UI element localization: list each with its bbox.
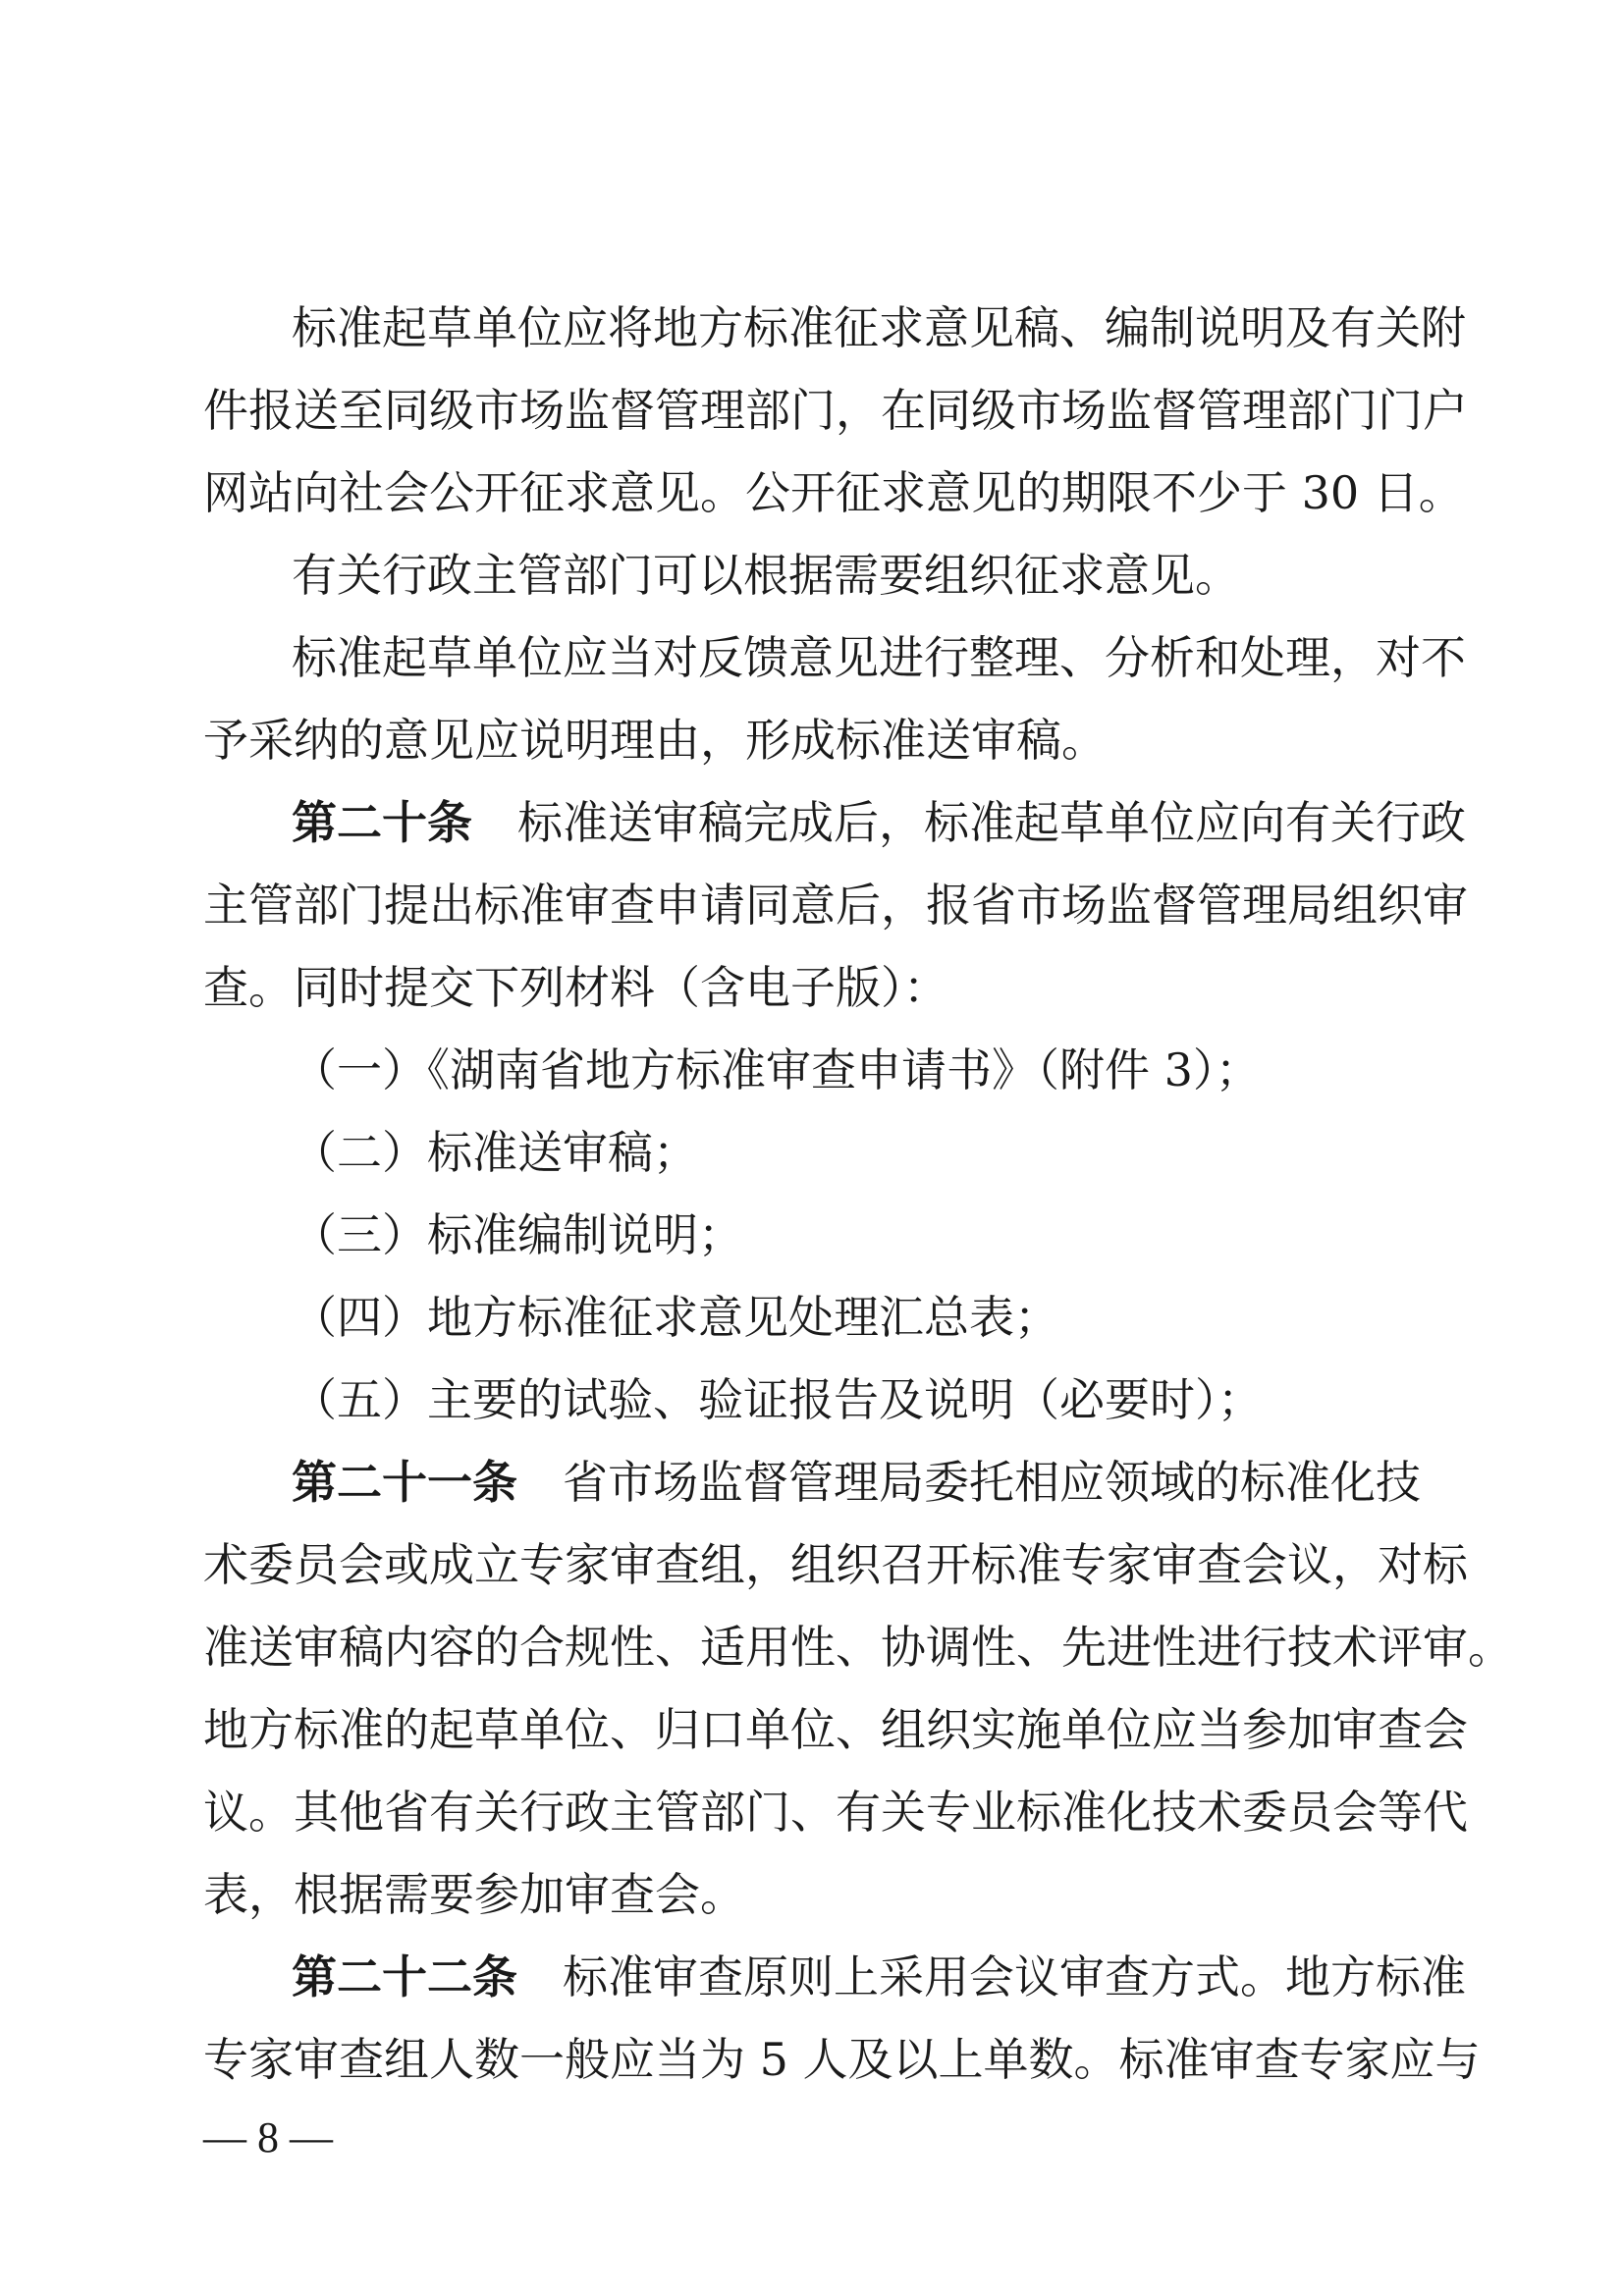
- paragraph-line: [203, 1606, 1513, 1688]
- article-22-line: [292, 1936, 1466, 2018]
- text: 省市场监督管理局委托相应领域的标准化技: [563, 1456, 1421, 1509]
- list-item: [292, 1111, 1421, 1194]
- text: 标准审查原则上采用会议审查方式。地方标准: [563, 1950, 1466, 2003]
- text: 地方标准的起草单位、归口单位、组织实施单位应当参加审查会: [203, 1703, 1468, 1756]
- article-heading: 第二十一条: [292, 1456, 517, 1509]
- paragraph-line: [203, 1771, 1468, 1853]
- paragraph-line: [203, 946, 1421, 1029]
- text: （一）《湖南省地方标准审查申请书》（附件 3）；: [292, 1043, 1261, 1096]
- text: 件报送至同级市场监督管理部门，在同级市场监督管理部门门户: [203, 384, 1468, 437]
- list-item: [292, 1029, 1421, 1111]
- paragraph-line: [292, 616, 1466, 699]
- text: 议。其他省有关行政主管部门、有关专业标准化技术委员会等代: [203, 1786, 1468, 1839]
- text: 专家审查组人数一般应当为 5 人及以上单数。标准审查专家应与: [203, 2033, 1481, 2086]
- article-heading: 第二十二条: [292, 1950, 517, 2003]
- page-number: — 8 —: [203, 2113, 333, 2162]
- text: 予采纳的意见应说明理由，形成标准送审稿。: [203, 714, 1107, 767]
- paragraph-line: [203, 452, 1464, 534]
- paragraph-line: [203, 369, 1468, 452]
- paragraph-line: [292, 534, 1421, 616]
- text: 主管部门提出标准审查申请同意后，报省市场监督管理局组织审: [203, 879, 1468, 932]
- text: 标准送审稿完成后，标准起草单位应向有关行政: [517, 796, 1466, 849]
- text: 准送审稿内容的合规性、适用性、协调性、先进性进行技术评审。: [203, 1621, 1513, 1674]
- text: 术委员会或成立专家审查组，组织召开标准专家审查会议，对标: [203, 1538, 1468, 1591]
- text: 标准起草单位应当对反馈意见进行整理、分析和处理，对不: [292, 631, 1466, 684]
- text: 表，根据需要参加审查会。: [203, 1868, 745, 1921]
- paragraph-line: [203, 1853, 1421, 1936]
- paragraph-line: [203, 1523, 1468, 1606]
- article-heading: 第二十条: [292, 796, 472, 849]
- list-item: [292, 1194, 1421, 1276]
- text: 有关行政主管部门可以根据需要组织征求意见。: [292, 549, 1240, 602]
- paragraph-line: [203, 2018, 1481, 2101]
- list-item: [292, 1276, 1421, 1359]
- paragraph-line: [203, 864, 1468, 946]
- article-21-line: [292, 1441, 1421, 1523]
- text: （四）地方标准征求意见处理汇总表；: [292, 1291, 1059, 1344]
- paragraph-line: [203, 699, 1421, 781]
- text: （二）标准送审稿；: [292, 1126, 698, 1179]
- text: （三）标准编制说明；: [292, 1208, 743, 1261]
- paragraph-line: [203, 1688, 1468, 1771]
- text: 网站向社会公开征求意见。公开征求意见的期限不少于 30 日。: [203, 466, 1464, 519]
- article-20-line: [292, 781, 1466, 864]
- text: （五）主要的试验、验证报告及说明（必要时）；: [292, 1373, 1263, 1426]
- list-item: [292, 1359, 1421, 1441]
- paragraph-line: [292, 287, 1466, 369]
- text: 查。同时提交下列材料（含电子版）：: [203, 961, 948, 1014]
- text: 标准起草单位应将地方标准征求意见稿、编制说明及有关附: [292, 301, 1466, 354]
